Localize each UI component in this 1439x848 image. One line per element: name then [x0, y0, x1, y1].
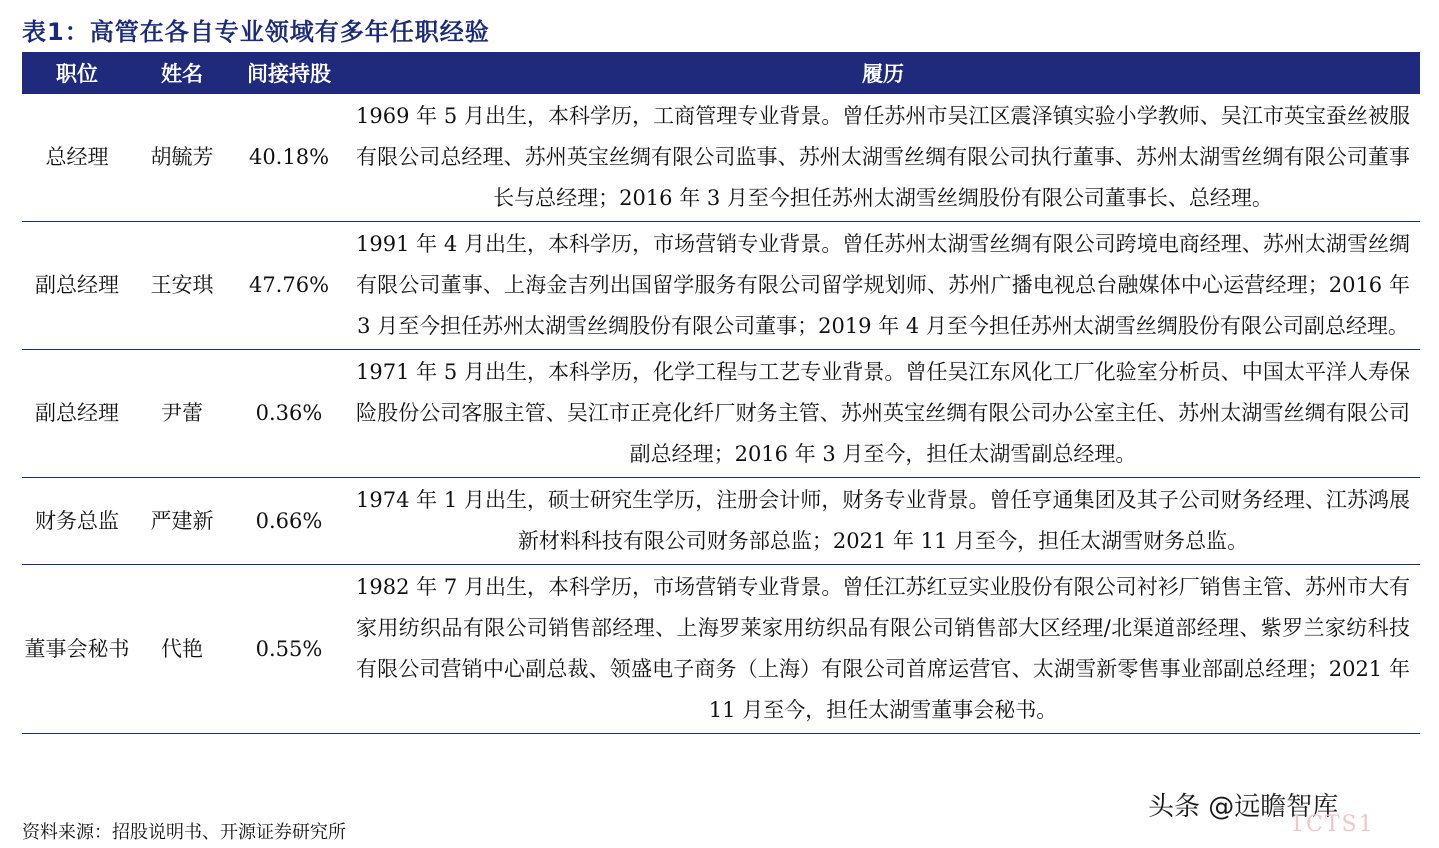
cell-name: 胡毓芳 [132, 94, 232, 222]
cell-position: 副总经理 [22, 222, 132, 350]
cell-position: 总经理 [22, 94, 132, 222]
cell-shares: 47.76% [232, 222, 346, 350]
table-row [22, 94, 1420, 222]
cell-shares: 0.55% [232, 565, 346, 734]
header-name: 姓名 [132, 52, 232, 94]
table-row [22, 565, 1420, 734]
source-note: 资料来源：招股说明书、开源证券研究所 [22, 822, 346, 843]
cell-bio: 1969 年 5 月出生，本科学历，工商管理专业背景。曾任苏州市吴江区震泽镇实验小学教师、吴江市英宝蚕丝被服有限公司总经理、苏州英宝丝绸有限公司监事、苏州太湖雪丝绸有限公司执行董事、苏州太湖雪丝绸有限公司董事长与总经理；2016 年 3 月至今担任苏州太湖雪丝绸股份有限公司董事长、总经理。 [346, 94, 1420, 222]
cell-position: 副总经理 [22, 350, 132, 478]
cell-bio: 1974 年 1 月出生，硕士研究生学历，注册会计师，财务专业背景。曾任亨通集团及其子公司财务经理、江苏鸿展新材料科技有限公司财务部总监；2021 年 11 月至今，担任太湖雪财务总监。 [346, 478, 1420, 565]
table-title: 表1：高管在各自专业领域有多年任职经验 [22, 18, 490, 46]
cell-name: 尹蕾 [132, 350, 232, 478]
cell-name: 王安琪 [132, 222, 232, 350]
header-position: 职位 [22, 52, 132, 94]
table-row [22, 350, 1420, 478]
cell-shares: 40.18% [232, 94, 346, 222]
table-row [22, 222, 1420, 350]
cell-name: 严建新 [132, 478, 232, 565]
cell-name: 代艳 [132, 565, 232, 734]
cell-shares: 0.36% [232, 350, 346, 478]
cell-bio: 1971 年 5 月出生，本科学历，化学工程与工艺专业背景。曾任吴江东风化工厂化验室分析员、中国太平洋人寿保险股份公司客服主管、吴江市正亮化纤厂财务主管、苏州英宝丝绸有限公司办公室主任、苏州太湖雪丝绸有限公司副总经理；2016 年 3 月至今，担任太湖雪副总经理。 [346, 350, 1420, 478]
cell-position: 财务总监 [22, 478, 132, 565]
watermark-corner: 1CTS1 [1290, 812, 1375, 837]
cell-position: 董事会秘书 [22, 565, 132, 734]
cell-shares: 0.66% [232, 478, 346, 565]
header-row [22, 52, 1420, 94]
header-shares: 间接持股 [232, 52, 346, 94]
executive-table [22, 52, 1420, 734]
header-bio: 履历 [346, 52, 1420, 94]
cell-bio: 1982 年 7 月出生，本科学历，市场营销专业背景。曾任江苏红豆实业股份有限公司衬衫厂销售主管、苏州市大有家用纺织品有限公司销售部经理、上海罗莱家用纺织品有限公司销售部大区经理/北渠道部经理、紫罗兰家纺科技有限公司营销中心副总裁、领盛电子商务（上海）有限公司首席运营官、太湖雪新零售事业部副总经理；2021 年 11 月至今，担任太湖雪董事会秘书。 [346, 565, 1420, 734]
watermark-toutiao: 头条 @远瞻智库 [1148, 792, 1339, 822]
cell-bio: 1991 年 4 月出生，本科学历，市场营销专业背景。曾任苏州太湖雪丝绸有限公司跨境电商经理、苏州太湖雪丝绸有限公司董事、上海金吉列出国留学服务有限公司留学规划师、苏州广播电视总台融媒体中心运营经理；2016 年 3 月至今担任苏州太湖雪丝绸股份有限公司董事；2019 年 4 月至今担任苏州太湖雪丝绸股份有限公司副总经理。 [346, 222, 1420, 350]
table-row [22, 478, 1420, 565]
